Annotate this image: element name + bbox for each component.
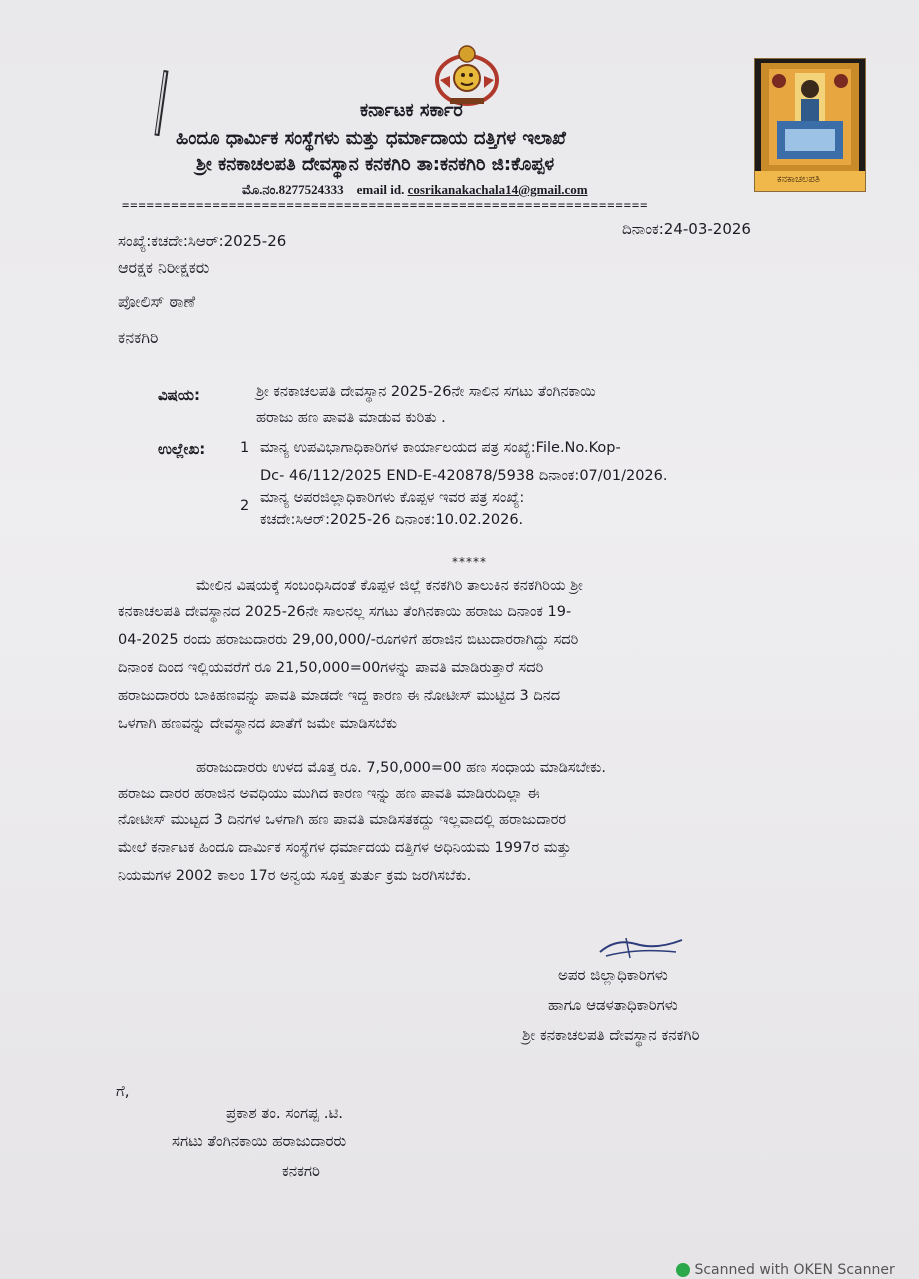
letter-date: ದಿನಾಂಕ:24-03-2026 bbox=[622, 220, 751, 238]
scanner-text: Scanned with OKEN Scanner bbox=[694, 1262, 895, 1278]
reference-label: ಉಲ್ಲೇಖ: bbox=[158, 440, 206, 458]
reference-2-line-1: ಮಾನ್ಯ ಅಪರಜಿಲ್ಲಾಧಿಕಾರಿಗಳು ಕೊಪ್ಪಳ ಇವರ ಪತ್ರ ಸಂಖ್ಯೆ: bbox=[260, 490, 525, 506]
copy-to-line-3: ಕನಕಗರಿ bbox=[282, 1162, 320, 1180]
reference-1-number: 1 bbox=[240, 440, 250, 456]
signatory-line-3: ಶ್ರೀ ಕನಕಾಚಲಪತಿ ದೇವಸ್ಥಾನ ಕನಕಗಿರಿ bbox=[522, 1026, 700, 1044]
temple-heading: ಶ್ರೀ ಕನಕಾಚಲಪತಿ ದೇವಸ್ಥಾನ ಕನಕಗಿರಿ ತಾ:ಕನಕಗಿರಿ ಜಿ:ಕೊಪ್ಪಳ bbox=[196, 154, 555, 175]
subject-label: ವಿಷಯ: bbox=[158, 386, 200, 404]
para2-line-2: ಹರಾಜು ದಾರರ ಹರಾಜಿನ ಅವಧಿಯು ಮುಗಿದ ಕಾರಣ ಇನ್ನು ಹಣ ಪಾವತಿ ಮಾಡಿರುದಿಲ್ಲಾ ಈ bbox=[118, 786, 540, 802]
addressee-line-2: ಪೋಲಿಸ್ ಠಾಣೆ bbox=[118, 292, 196, 311]
copy-to-label: ಗೆ, bbox=[116, 1082, 130, 1100]
reference-2-number: 2 bbox=[240, 498, 250, 514]
signatory-line-1: ಅಪರ ಜಿಲ್ಲಾಧಿಕಾರಿಗಳು bbox=[558, 966, 668, 984]
reference-number: ಸಂಖ್ಯೆ:ಕಚದೇ:ಸಿಆರ್:2025-26 bbox=[118, 232, 287, 250]
reference-1-line-1: ಮಾನ್ಯ ಉಪವಿಭಾಗಾಧಿಕಾರಿಗಳ ಕಾರ್ಯಾಲಯದ ಪತ್ರ ಸಂಖ್ಯೆ:File.No.Kop- bbox=[260, 440, 621, 456]
email-link[interactable]: cosrikanakachala14@gmail.com bbox=[407, 182, 588, 197]
contact-line bbox=[242, 182, 588, 198]
para2-line-5: ನಿಯಮಗಳ 2002 ಕಾಲಂ 17ರ ಅನ್ವಯ ಸೂಕ್ತ ತುರ್ತು ಕ್ರಮ ಜರಗಿಸಬೆಕು. bbox=[118, 868, 472, 884]
signature-image bbox=[596, 930, 686, 964]
para2-line-3: ನೋಟೀಸ್ ಮುಟ್ಟದ 3 ದಿನಗಳ ಒಳಗಾಗಿ ಹಣ ಪಾವತಿ ಮಾಡಿಸತಕದ್ದು ಇಲ್ಲವಾದಲ್ಲಿ ಹರಾಜುದಾರರ bbox=[118, 812, 567, 828]
para1-line-4: ದಿನಾಂಕ ದಿಂದ ಇಲ್ಲಿಯವರೆಗೆ ರೂ 21,50,000=00ಗಳನ್ನು ಪಾವತಿ ಮಾಡಿರುತ್ತಾರೆ ಸದರಿ bbox=[118, 660, 544, 676]
reference-2-line-2: ಕಚದೇ:ಸಿಆರ್:2025-26 ದಿನಾಂಕ:10.02.2026. bbox=[260, 512, 524, 528]
para1-line-1: ಮೇಲಿನ ವಿಷಯಕ್ಕೆ ಸಂಬಂಧಿಸಿದಂತೆ ಕೊಪ್ಪಳ ಜಿಲ್ಲೆ ಕನಕಗಿರಿ ತಾಲುಕಿನ ಕನಕಗಿರಿಯ ಶ್ರೀ bbox=[196, 578, 583, 594]
copy-to-line-2: ಸಗಟು ತೆಂಗಿನಕಾಯಿ ಹರಾಜುದಾರರು bbox=[172, 1132, 347, 1150]
separator-stars: ***** bbox=[452, 555, 487, 569]
temple-deity-photo bbox=[754, 58, 866, 192]
phone-number: ಮೊ.ನಂ.8277524333 bbox=[242, 182, 344, 197]
subject-line-1: ಶ್ರೀ ಕನಕಾಚಲಪತಿ ದೇವಸ್ಥಾನ 2025-26ನೇ ಸಾಲಿನ ಸಗಟು ತೆಂಗಿನಕಾಯಿ bbox=[256, 384, 596, 400]
addressee-line-1: ಆರಕ್ಷಕ ನಿರೀಕ್ಷಕರು bbox=[118, 258, 210, 277]
copy-to-line-1: ಪ್ರಕಾಶ ತಂ. ಸಂಗಪ್ಪ .ಟಿ. bbox=[226, 1104, 344, 1122]
addressee-line-3: ಕನಕಗಿರಿ bbox=[118, 328, 159, 347]
para2-line-4: ಮೇಲೆ ಕರ್ನಾಟಕ ಹಿಂದೂ ದಾರ್ಮಿಕ ಸಂಸ್ಥೆಗಳ ಧರ್ಮಾದಯ ದತ್ತಿಗಳ ಅಧಿನಿಯಮ 1997ರ ಮತ್ತು bbox=[118, 840, 572, 856]
email-label: email id. bbox=[356, 182, 405, 197]
reference-1-line-2: Dc- 46/112/2025 END-E-420878/5938 ದಿನಾಂಕ:07/01/2026. bbox=[260, 468, 668, 484]
scanner-logo-icon bbox=[676, 1263, 690, 1277]
subject-line-2: ಹರಾಜು ಹಣ ಪಾವತಿ ಮಾಡುವ ಕುರಿತು . bbox=[256, 410, 446, 426]
signatory-line-2: ಹಾಗೂ ಆಡಳತಾಧಿಕಾರಿಗಳು bbox=[548, 996, 678, 1014]
header-separator: ================================================================ bbox=[122, 198, 649, 212]
scanner-watermark bbox=[676, 1262, 895, 1278]
temple-photo-caption: ಕನಕಾಚಲಪತಿ bbox=[777, 174, 821, 185]
para2-line-1: ಹರಾಜುದಾರರು ಉಳದ ಮೊತ್ತ ರೂ. 7,50,000=00 ಹಣ ಸಂಧಾಯ ಮಾಡಿಸಬೇಕು. bbox=[196, 760, 606, 776]
govt-heading: ಕರ್ನಾಟಕ ಸರ್ಕಾರ bbox=[360, 100, 463, 121]
para1-line-2: ಕನಕಾಚಲಪತಿ ದೇವಸ್ಥಾನದ 2025-26ನೇ ಸಾಲನಲ್ಲ ಸಗಟು ತೆಂಗಿನಕಾಯಿ ಹರಾಜು ದಿನಾಂಕ 19- bbox=[118, 604, 572, 620]
pen-clip-image bbox=[150, 68, 172, 138]
department-heading: ಹಿಂದೂ ಧಾರ್ಮಿಕ ಸಂಸ್ಥೆಗಳು ಮತ್ತು ಧರ್ಮಾದಾಯ ದತ್ತಿಗಳ ಇಲಾಖೆ bbox=[176, 128, 566, 149]
para1-line-5: ಹರಾಜುದಾರರು ಬಾಕಿಹಣವನ್ನು ಪಾವತಿ ಮಾಡದೇ ಇದ್ದ ಕಾರಣ ಈ ನೋಟೀಸ್ ಮುಟ್ಟಿದ 3 ದಿನದ bbox=[118, 688, 561, 704]
para1-line-6: ಒಳಗಾಗಿ ಹಣವನ್ನು ದೇವಸ್ಥಾನದ ಖಾತೆಗೆ ಜಮೇ ಮಾಡಿಸಬೆಕು bbox=[118, 716, 397, 732]
para1-line-3: 04-2025 ರಂದು ಹರಾಜುದಾರರು 29,00,000/-ರೂಗಳಿಗೆ ಹರಾಜಿನ ಬಿಟುದಾರರಾಗಿದ್ದು ಸದರಿ bbox=[118, 632, 579, 648]
